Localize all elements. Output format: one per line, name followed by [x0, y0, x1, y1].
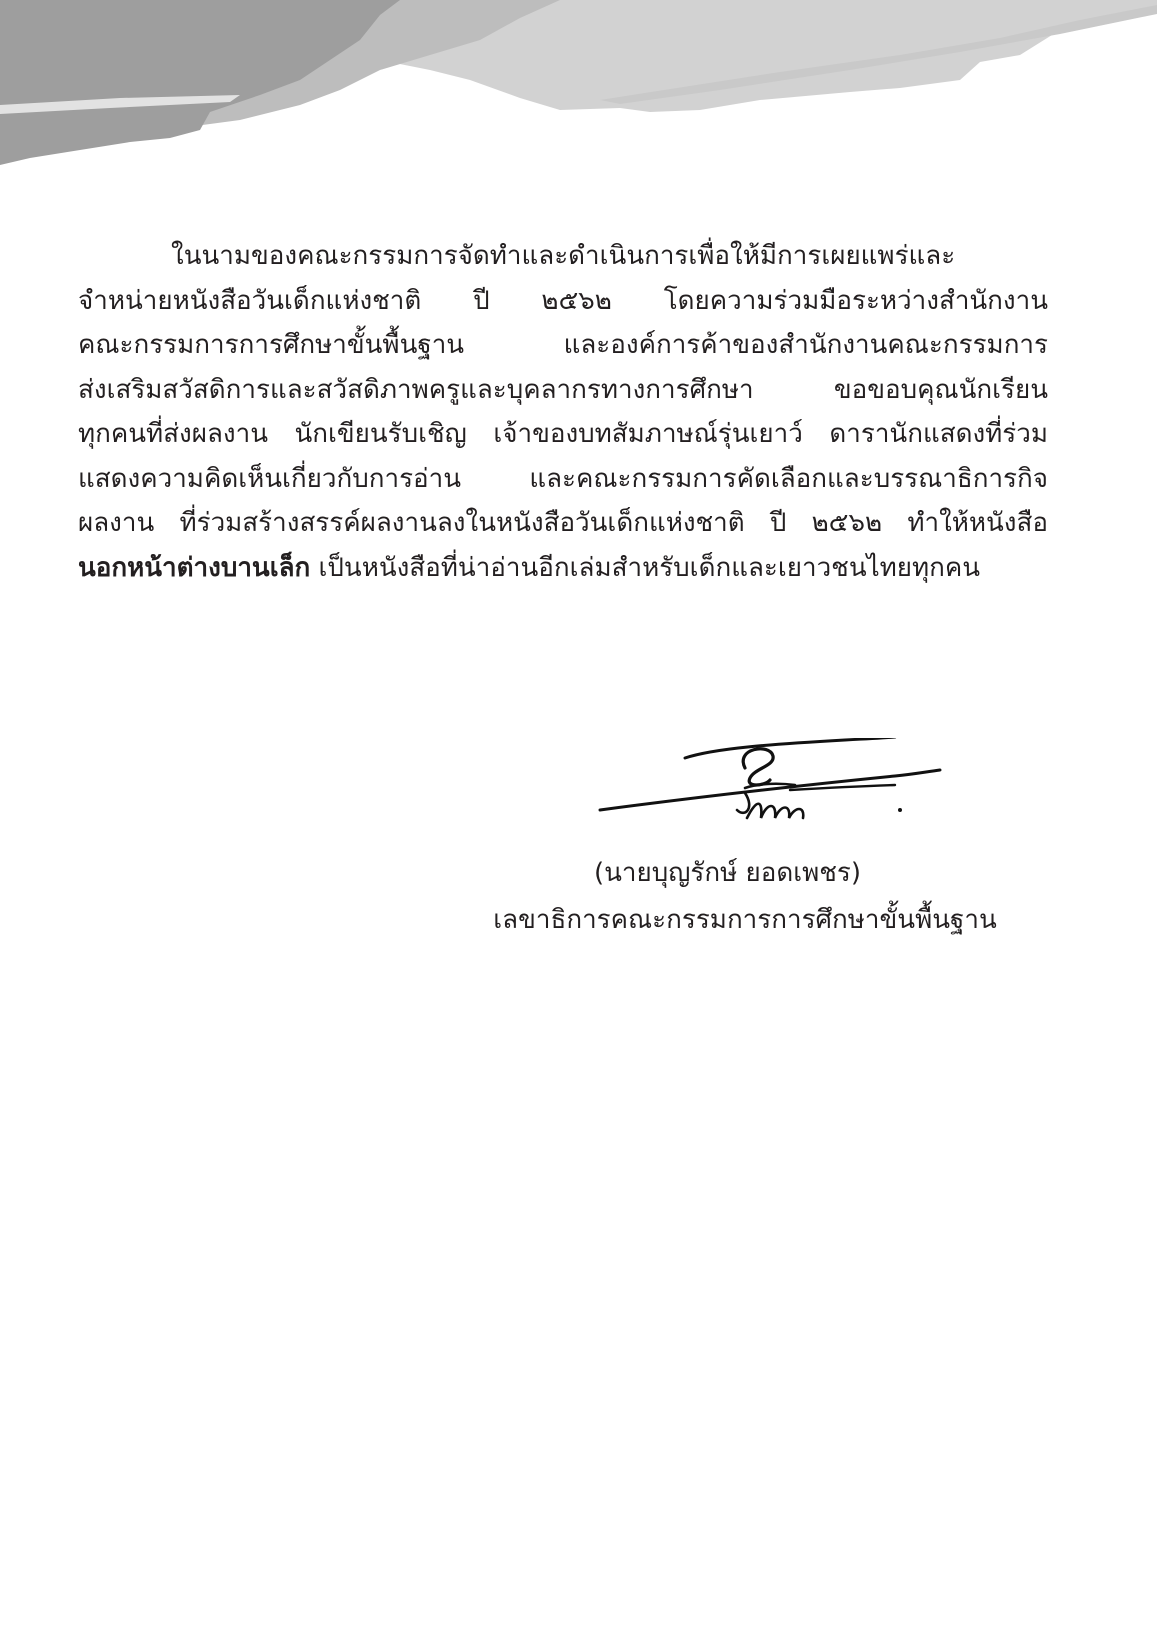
letter-line-7: ผลงาน ที่ร่วมสร้างสรรค์ผลงานลงในหนังสือวันเด็กแห่งชาติ ปี ๒๕๖๒ ทำให้หนังสือ: [78, 508, 1048, 538]
letter-line-2: จำหน่ายหนังสือวันเด็กแห่งชาติ ปี ๒๕๖๒ โดยความร่วมมือระหว่างสำนักงาน: [78, 285, 1048, 316]
letter-line-8: [78, 546, 1048, 591]
letter-line-4: ส่งเสริมสวัสดิการและสวัสดิภาพครูและบุคลากรทางการศึกษา ขอขอบคุณนักเรียน: [78, 374, 1048, 405]
letter-line-8-rest: เป็นหนังสือที่น่าอ่านอีกเล่มสำหรับเด็กและเยาวชนไทยทุกคน: [310, 552, 981, 583]
brush-stroke-header: [0, 0, 1157, 175]
handwritten-signature: [595, 738, 945, 828]
letter-line-6: แสดงความคิดเห็นเกี่ยวกับการอ่าน และคณะกรรมการคัดเลือกและบรรณาธิการกิจ: [78, 463, 1048, 494]
letter-line-3: คณะกรรมการการศึกษาขั้นพื้นฐาน และองค์การค้าของสำนักงานคณะกรรมการ: [78, 330, 1048, 360]
signatory-title: เลขาธิการคณะกรรมการการศึกษาขั้นพื้นฐาน: [493, 905, 997, 935]
letter-body: [78, 234, 1048, 590]
letter-line-5: ทุกคนที่ส่งผลงาน นักเขียนรับเชิญ เจ้าของบทสัมภาษณ์รุ่นเยาว์ ดารานักแสดงที่ร่วม: [78, 419, 1048, 449]
book-title: นอกหน้าต่างบานเล็ก: [78, 552, 311, 583]
signatory-name: (นายบุญรักษ์ ยอดเพชร): [593, 858, 862, 888]
letter-line-1: ในนามของคณะกรรมการจัดทำและดำเนินการเพื่อให้มีการเผยแพร่และ: [171, 241, 956, 271]
